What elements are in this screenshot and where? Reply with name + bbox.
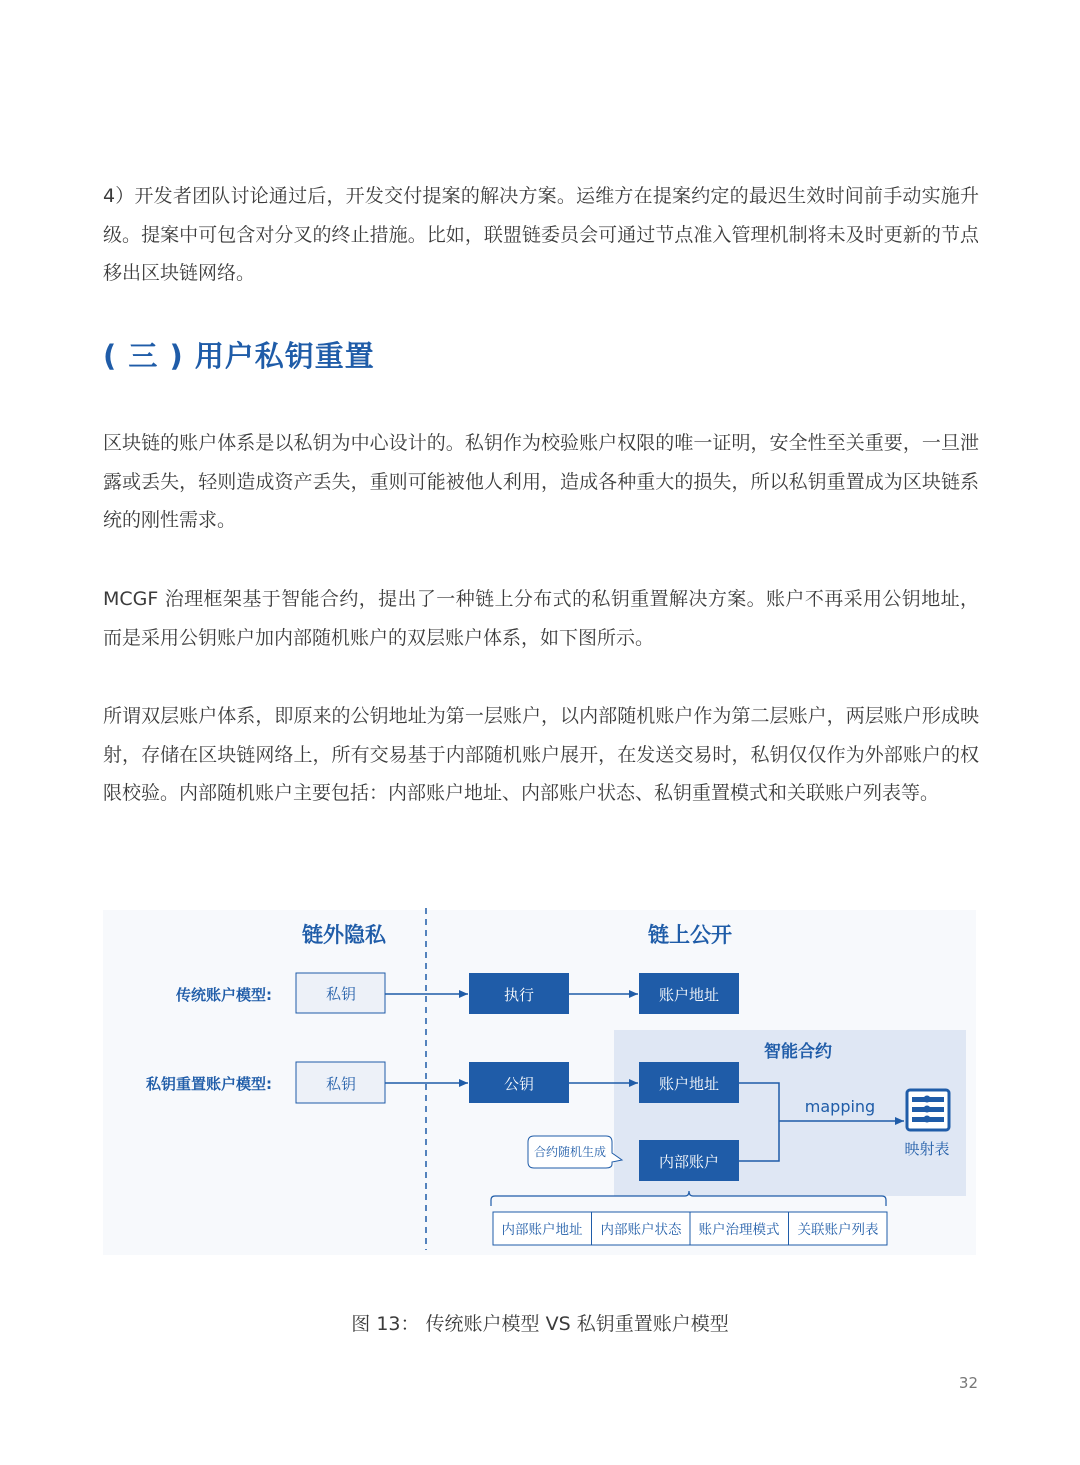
row-label-traditional: 传统账户模型: <box>176 986 272 1004</box>
paragraph-mcgf-solution: MCGF 治理框架基于智能合约，提出了一种链上分布式的私钥重置解决方案。账户不再采用公钥地址，而是采用公钥账户加内部随机账户的双层账户体系，如下图所示。 <box>103 588 979 649</box>
public-key-box <box>469 1062 569 1103</box>
random-generate-label: 合约随机生成 <box>533 1145 607 1159</box>
internal-account-label: 内部账户 <box>658 1153 720 1171</box>
account-address-box-contract <box>639 1062 739 1103</box>
paragraph-account-system: 区块链的账户体系是以私钥为中心设计的。私钥作为校验账户权限的唯一证明，安全性至关重要，一旦泄露或丢失，轻则造成资产丢失，重则可能被他人利用，造成各种重大的损失，所以私钥重置成为区块链系统的刚性需求。 <box>103 432 979 531</box>
private-key-box-reset <box>296 1062 385 1103</box>
section-heading: ( 三 ) 用户私钥重置 <box>103 339 375 373</box>
account-model-diagram <box>0 900 1080 1260</box>
mapping-table-label: 映射表 <box>904 1140 950 1158</box>
paragraph-governance-upgrade: 4）开发者团队讨论通过后，开发交付提案的解决方案。运维方在提案约定的最迟生效时间前手动实施升级。提案中可包含对分叉的终止措施。比如，联盟链委员会可通过节点准入管理机制将未及时更新的节点移出区块链网络。 <box>103 185 979 284</box>
account-address-label: 账户地址 <box>658 1075 720 1093</box>
attribute-internal-address: 内部账户地址 <box>501 1222 583 1238</box>
offchain-title: 链外隐私 <box>302 923 386 947</box>
execute-box <box>469 973 569 1014</box>
attributes-table <box>493 1212 887 1245</box>
private-key-box-traditional <box>296 973 385 1013</box>
attribute-governance-mode: 账户治理模式 <box>698 1222 780 1238</box>
random-generate-callout <box>528 1136 622 1168</box>
public-key-label: 公钥 <box>503 1075 535 1093</box>
internal-account-box <box>639 1140 739 1181</box>
mapping-label: mapping <box>804 1097 876 1116</box>
attribute-internal-status: 内部账户状态 <box>600 1222 682 1238</box>
onchain-title: 链上公开 <box>648 923 732 947</box>
row-label-reset: 私钥重置账户模型: <box>146 1075 272 1093</box>
figure-caption: 图 13： 传统账户模型 VS 私钥重置账户模型 <box>351 1313 729 1335</box>
paragraph-dual-layer: 所谓双层账户体系，即原来的公钥地址为第一层账户，以内部随机账户作为第二层账户，两层账户形成映射，存储在区块链网络上，所有交易基于内部随机账户展开，在发送交易时，私钥仅仅作为外部账户的权限校验。内部随机账户主要包括：内部账户地址、内部账户状态、私钥重置模式和关联账户列表等。 <box>103 705 979 804</box>
account-address-label: 账户地址 <box>658 986 720 1004</box>
execute-label: 执行 <box>503 986 535 1004</box>
page-number: 32 <box>958 1374 978 1392</box>
private-key-label: 私钥 <box>325 1075 357 1093</box>
smart-contract-title: 智能合约 <box>764 1042 832 1062</box>
account-address-box-traditional <box>639 973 739 1014</box>
attribute-linked-accounts: 关联账户列表 <box>797 1222 879 1238</box>
private-key-label: 私钥 <box>325 985 357 1003</box>
mapping-table-icon <box>907 1090 949 1130</box>
